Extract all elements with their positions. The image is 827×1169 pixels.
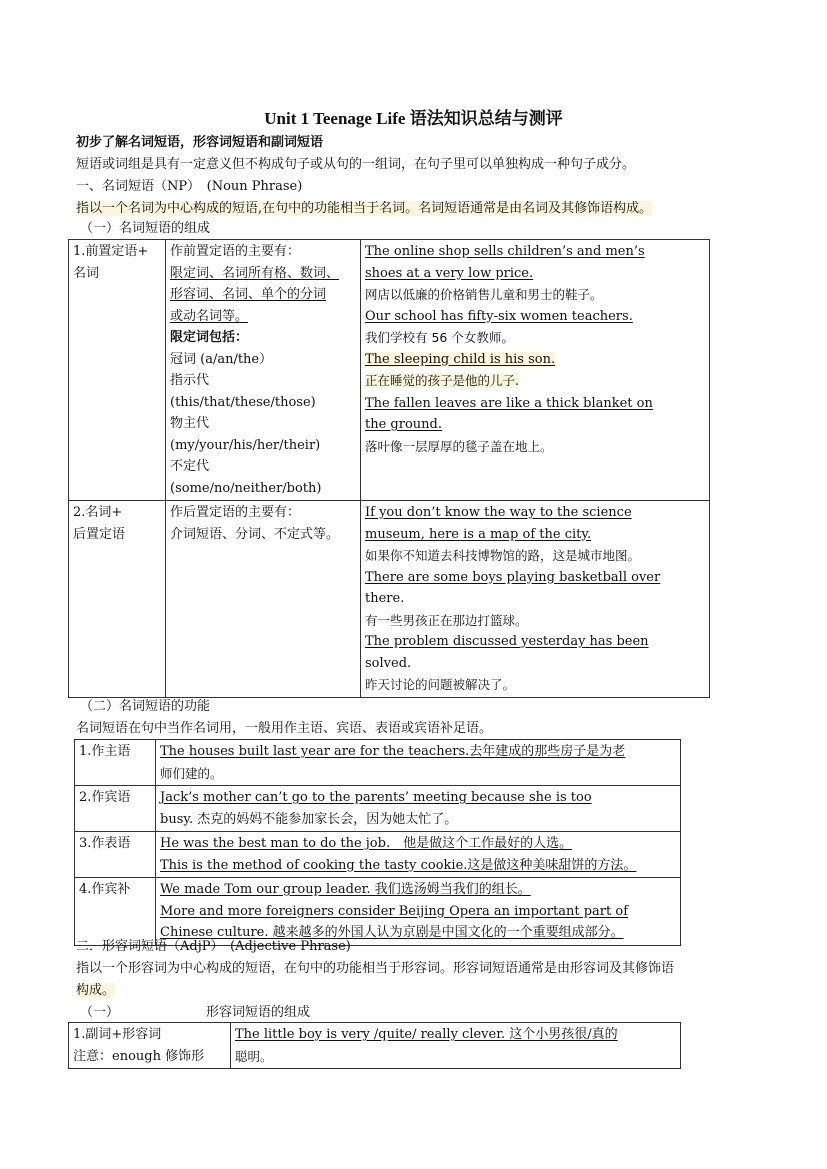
adjp-definition-2 [76,981,115,1001]
cell-text: Jack’s mother can’t go to the parents’ meeting because she is too [160,790,592,805]
adjp-composition-table [68,1022,681,1069]
function-example-cell [156,786,681,832]
cell-text: The fallen leaves are like a thick blanket on [365,395,653,411]
cell-text: 名词 [73,265,100,281]
cell-text: 注意：enough 修饰形 [73,1048,205,1064]
np-definition [76,199,652,219]
cell-text: 昨天讨论的问题被解决了。 [365,677,516,692]
cell-text: there. [365,591,405,606]
cell-text: 1.副词+形容词 [73,1027,162,1042]
table-row [69,501,710,698]
cell-text: 师们建的。 [160,765,223,781]
cell-text: This is the method of cooking the tasty cookie.这是做这种美味甜饼的方法。 [160,857,637,873]
cell-text: 2.名词+ [73,505,123,520]
cell-text: 限定词包括： [170,330,249,345]
cell-text: 物主代 [170,416,210,431]
cell-text: 1.前置定语+ [73,244,149,259]
cell-text: (some/no/neither/both) [170,480,322,496]
np-example-cell [361,501,710,698]
function-type-cell: 1.作主语 [75,740,156,786]
table-row [69,1023,681,1069]
cell-text: (my/your/his/her/their) [170,437,321,453]
cell-text: the ground. [365,417,442,432]
cell-text: Our school has fifty-six women teachers. [365,308,633,324]
cell-text: (this/that/these/those) [170,394,316,410]
function-type-cell: 2.作宾语 [75,786,156,832]
cell-text: solved. [365,655,412,671]
np-sub1: （一）名词短语的组成 [80,221,211,236]
cell-text: If you don’t know the way to the science [365,505,632,520]
cell-text: shoes at a very low price. [365,265,534,281]
cell-text: 或动名词等。 [170,308,249,324]
cell-text: The online shop sells children’s and men’s [365,244,645,259]
function-example-cell [156,832,681,878]
table-row [75,832,681,878]
cell-text: More and more foreigners consider Beijing Opera an important part of [160,903,629,919]
np-function-table [74,739,681,946]
np-composition-table [68,239,710,698]
np-type-cell [69,240,166,501]
adjp-sub1-number: （一） [80,1005,120,1020]
cell-text: 不定代 [170,459,210,474]
cell-text: 形容词、名词、单个的分词 [170,287,327,302]
adjp-type-cell [69,1023,231,1069]
adjp-heading: 二．形容词短语（AdjP） (Adjective Phrase) [76,939,351,954]
cell-text: 介词短语、分词、不定式等。 [170,526,340,542]
cell-text: The houses built last year are for the teachers.去年建成的那些房子是为老 [160,744,626,759]
cell-text: He was the best man to do the job. 他是做这个工作最好的人选。 [160,836,573,851]
cell-text: Chinese culture. 越来越多的外国人认为京剧是中国文化的一个重要组成部分。 [160,925,624,940]
cell-text: We made Tom our group leader. 我们选汤姆当我们的组长。 [160,882,531,897]
intro-heading: 初步了解名词短语，形容词短语和副词短语 [76,135,324,150]
cell-text: 指示代 [170,373,210,388]
cell-text: 如果你不知道去科技博物馆的路，这是城市地图。 [365,548,641,563]
np-sub2: （二）名词短语的功能 [80,699,211,714]
adjp-example-cell [231,1023,681,1069]
function-type-cell: 3.作表语 [75,832,156,878]
cell-text: The little boy is very /quite/ really clever. 这个小男孩很/真的 [235,1027,618,1042]
cell-text: 我们学校有 56 个女教师。 [365,330,514,345]
table-row [75,740,681,786]
np-heading: 一、名词短语（NP） (Noun Phrase) [76,179,303,194]
cell-text: 作后置定语的主要有： [170,505,301,520]
np-type-cell [69,501,166,698]
function-example-cell [156,878,681,946]
cell-text: 落叶像一层厚厚的毯子盖在地上。 [365,438,553,454]
cell-text: 限定词、名词所有格、数词、 [170,265,340,281]
cell-text: 正在睡觉的孩子是他的儿子. [365,373,519,388]
intro-definition: 短语或词组是具有一定意义但不构成句子或从句的一组词，在句子里可以单独构成一种句子成分。 [76,157,636,172]
cell-text: museum, here is a map of the city. [365,526,592,542]
table-row [69,240,710,501]
cell-text: 聪明。 [235,1048,273,1064]
document-title: Unit 1 Teenage Life 语法知识总结与测评 [264,109,563,128]
function-type-cell: 4.作宾补 [75,878,156,946]
np-desc-cell [166,240,361,501]
np-example-cell [361,240,710,501]
cell-text: busy. 杰克的妈妈不能参加家长会，因为她太忙了。 [160,811,458,827]
adjp-definition-1: 指以一个形容词为中心构成的短语，在句中的功能相当于形容词。形容词短语通常是由形容词及其修饰语 [76,961,675,976]
np-definition-text: 指以一个名词为中心构成的短语,在句中的功能相当于名词。名词短语通常是由名词及其修饰语构成。 [76,201,653,216]
np-desc-cell [166,501,361,698]
cell-text: 网店以低廉的价格销售儿童和男士的鞋子。 [365,287,603,302]
adjp-definition-2-text: 构成。 [76,983,116,998]
function-example-cell [156,740,681,786]
cell-text: 有一些男孩正在那边打篮球。 [365,612,528,628]
table-row [75,786,681,832]
cell-text: There are some boys playing basketball over [365,569,661,585]
np-function-intro: 名词短语在句中当作名词用，一般用作主语、宾语、表语或宾语补足语。 [76,721,493,736]
table-row [75,878,681,946]
cell-text: 后置定语 [73,526,126,542]
adjp-sub1-title: 形容词短语的组成 [206,1005,311,1020]
cell-text: 作前置定语的主要有： [170,244,301,259]
cell-text: The sleeping child is his son. [365,351,556,367]
cell-text: 冠词 (a/an/the） [170,351,273,367]
cell-text: The problem discussed yesterday has been [365,634,649,649]
